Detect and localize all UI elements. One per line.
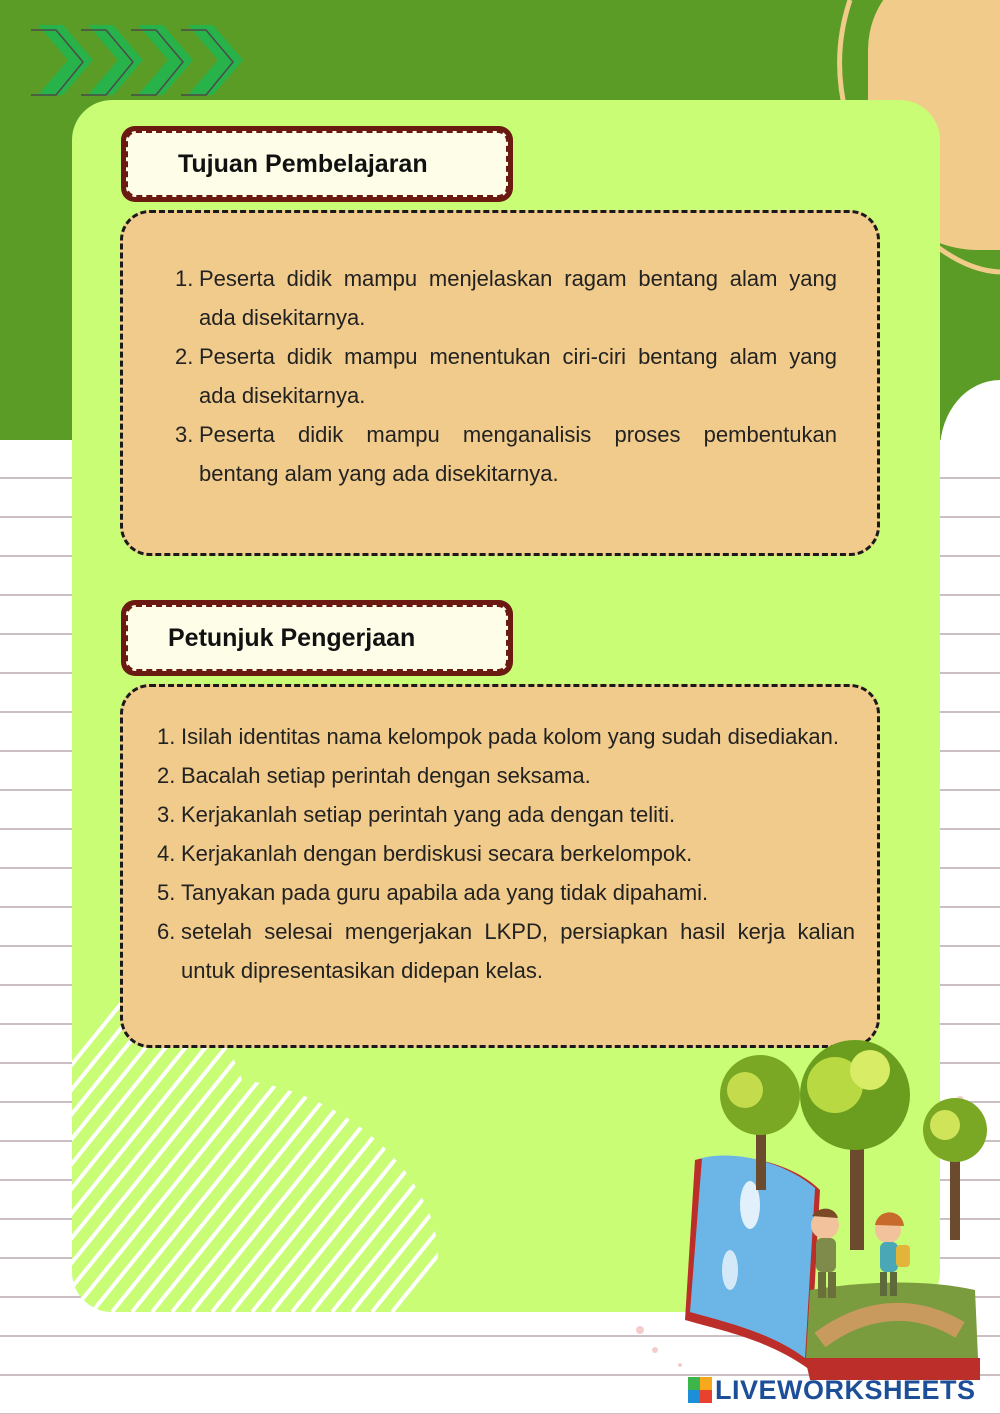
list-item: 3. Kerjakanlah setiap perintah yang ada dengan teliti. xyxy=(157,802,676,827)
objectives-list xyxy=(175,259,837,493)
list-item: 2. Peserta didik mampu menentukan ciri-ciri bentang alam yang ada disekitarnya. xyxy=(175,344,837,408)
brand-name: LIVEWORKSHEETS xyxy=(715,1374,976,1405)
section-box-instructions xyxy=(120,684,880,1048)
section-title-tab xyxy=(121,600,513,676)
liveworksheets-logo-icon xyxy=(688,1377,712,1403)
section-title: Petunjuk Pengerjaan xyxy=(168,623,416,652)
list-item: 2. Bacalah setiap perintah dengan seksama. xyxy=(157,763,591,788)
book-adventure-illustration xyxy=(620,1040,1000,1380)
list-item: 6. setelah selesai mengerjakan LKPD, persiapkan hasil kerja kalian untuk dipresentasikan didepan kelas. xyxy=(157,919,855,983)
section-title-tab xyxy=(121,126,513,202)
liveworksheets-logo[interactable] xyxy=(688,1372,976,1408)
section-box-objectives xyxy=(120,210,880,556)
list-item: 3. Peserta didik mampu menganalisis proses pembentukan bentang alam yang ada disekitarnya. xyxy=(175,422,837,486)
list-item: 5. Tanyakan pada guru apabila ada yang tidak dipahami. xyxy=(157,880,709,905)
list-item: 1. Peserta didik mampu menjelaskan ragam bentang alam yang ada disekitarnya. xyxy=(175,266,837,330)
section-title: Tujuan Pembelajaran xyxy=(178,149,428,178)
list-item: 1. Isilah identitas nama kelompok pada kolom yang sudah disediakan. xyxy=(157,724,839,749)
list-item: 4. Kerjakanlah dengan berdiskusi secara berkelompok. xyxy=(157,841,693,866)
instructions-list xyxy=(157,717,855,990)
chevron-arrows-icon xyxy=(28,20,258,100)
